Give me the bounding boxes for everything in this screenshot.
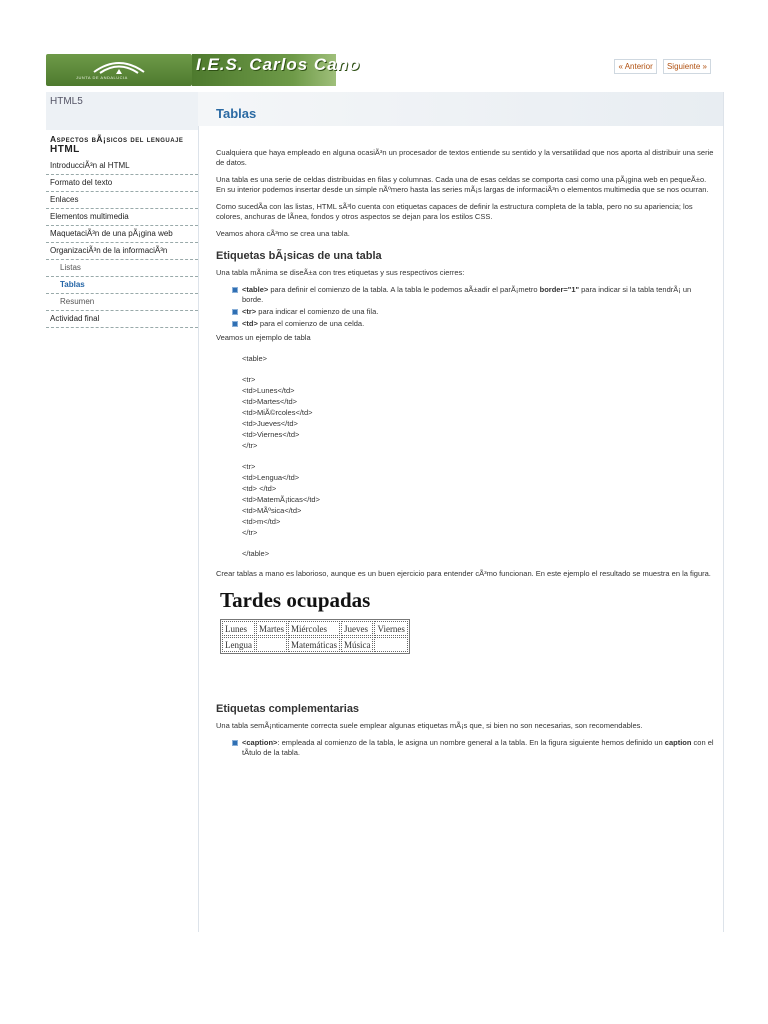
sidebar [46,92,199,932]
list-item: <table> para definir el comienzo de la tabla. A la tabla le podemos aÃ±adir el parÃ¡metro border="1" para indicar si la tabla tendrÃ¡ un borde. [232,285,714,305]
heading-basic-tags: Etiquetas bÃ¡sicas de una tabla [216,250,382,262]
junta-logo [46,54,192,86]
paragraph-lead: Veamos ahora cÃ³mo se crea una tabla. [216,229,350,238]
section-title-big: HTML [50,144,80,155]
site-title[interactable]: I.E.S. Carlos Cano [196,55,361,74]
pagination-links [610,59,711,74]
paragraph-intro: Cualquiera que haya empleado en alguna ocasiÃ³n un procesador de textos entiende su sentido y la versatilidad que nos aporta al distribuir una serie de datos. [216,148,714,167]
paragraph-css: Como sucedÃa con las listas, HTML sÃ³lo cuenta con etiquetas capaces de definir la estructura completa de la tabla, pero no su apariencia; los colores, anchuras de lÃnea, fondos y otros aspectos se dejan para los estilos CSS. [216,202,693,221]
article [216,148,714,762]
page [46,52,723,932]
section-heading [46,130,198,158]
sidebar-item-introduccion[interactable]: IntroducciÃ³n al HTML [46,158,198,175]
paragraph-semantic: Una tabla semÃ¡nticamente correcta suele emplear algunas etiquetas mÃ¡s que, si bien no son necesarias, son recomendables. [216,721,643,730]
paragraph-definition: Una tabla es una serie de celdas distribuidas en filas y columnas. Cada una de esas celdas se comporta casi como una pÃ¡gina web en pequeÃ±o. En su interior podemos insertar desde un simple nÃºmero hasta las series mÃ¡s largas de informaciÃ³n o elementos multimedia que se nos ocurran. [216,175,709,194]
list-item: <caption>: empleada al comienzo de la tabla, le asigna un nombre general a la tabla. En la figura siguiente hemos definido un caption con el tÃtulo de la tabla. [232,738,714,758]
heading-complementary-tags: Etiquetas complementarias [216,703,360,715]
sidebar-item-maquetacion[interactable]: MaquetaciÃ³n de una pÃ¡gina web [46,226,198,243]
example-table [220,619,410,654]
sidebar-item-listas[interactable]: Listas [46,260,198,277]
table-row: Lengua Matemáticas Música [222,637,408,652]
paragraph-example: Veamos un ejemplo de tabla [216,333,311,342]
header [46,52,723,86]
sidebar-item-resumen[interactable]: Resumen [46,294,198,311]
logo-text: JUNTA DE ANDALUCIA [76,75,128,80]
complementary-tags-list [232,738,714,758]
paragraph-minimal: Una tabla mÃnima se diseÃ±a con tres etiquetas y sus respectivos cierres: [216,268,465,277]
code-example: <table> <tr> <td>Lunes</td> <td>Martes</td> <td>MiÃ©rcoles</td> <td>Jueves</td> <td>Viernes</td> </tr> <tr> <td>Lengua</td> <td> </td> <td>MatemÃ¡ticas</td> <td>MÃºsica</td> <td>m</td> </tr> </table> [242,354,320,558]
list-item: <td> para el comienzo de una celda. [232,319,714,329]
table-row: Lunes Martes Miércoles Jueves Viernes [222,621,408,636]
sidebar-menu [46,158,198,328]
course-title: HTML5 [46,92,198,130]
section-title-small: Aspectos bÃ¡sicos del lenguaje [50,134,184,144]
list-item: <tr> para indicar el comienzo de una fila. [232,307,714,317]
sidebar-item-tablas[interactable]: Tablas [46,277,198,294]
figure-table [220,588,714,654]
figure-title: Tardes ocupadas [220,588,371,612]
basic-tags-list [232,285,714,329]
main-content [198,92,724,932]
sidebar-item-formato[interactable]: Formato del texto [46,175,198,192]
sidebar-item-multimedia[interactable]: Elementos multimedia [46,209,198,226]
sidebar-item-actividad[interactable]: Actividad final [46,311,198,328]
next-link[interactable]: Siguiente » [663,59,711,74]
sidebar-item-organizacion[interactable]: OrganizaciÃ³n de la informaciÃ³n [46,243,198,260]
previous-link[interactable]: « Anterior [614,59,656,74]
sidebar-item-enlaces[interactable]: Enlaces [46,192,198,209]
logo-arcs-icon [46,54,192,86]
paragraph-result: Crear tablas a mano es laborioso, aunque es un buen ejercicio para entender cÃ³mo funcionan. En este ejemplo el resultado se muestra en la figura. [216,569,711,578]
main-header [198,92,723,126]
page-title: Tablas [216,106,257,121]
